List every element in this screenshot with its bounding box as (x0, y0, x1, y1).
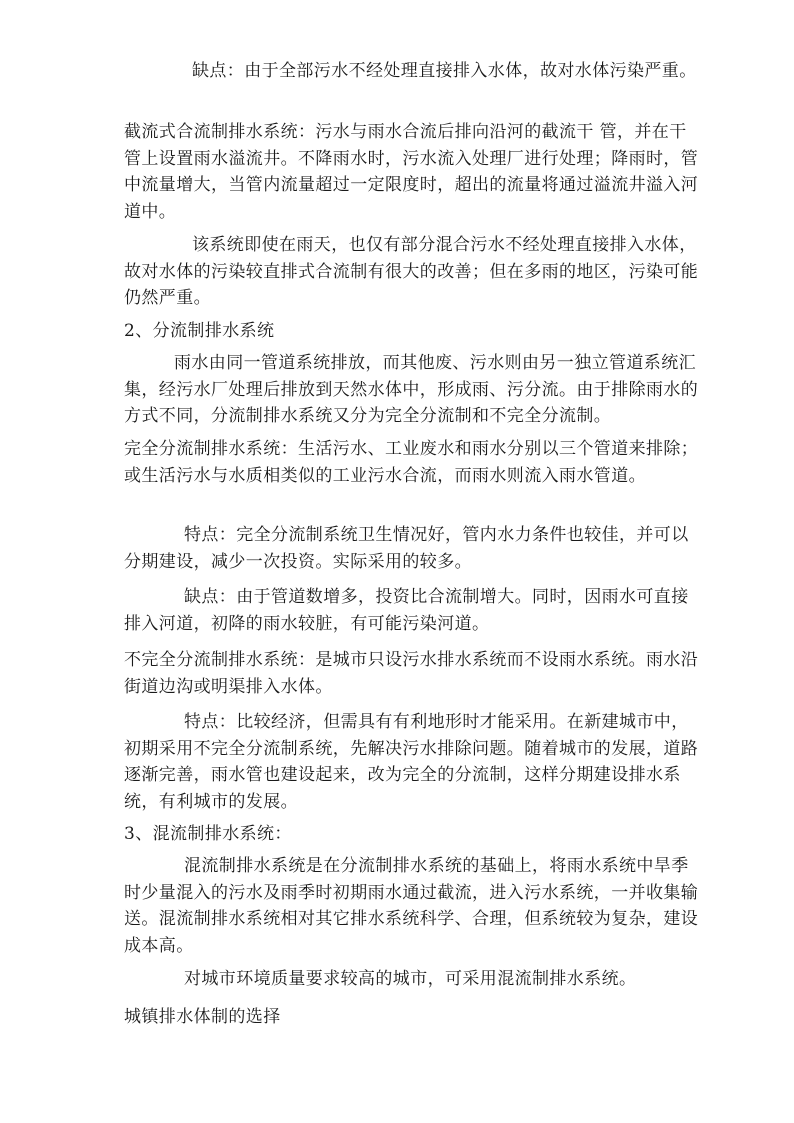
heading-drainage-selection: 城镇排水体制的选择 (124, 1007, 281, 1027)
paragraph-mixed-system: 混流制排水系统是在分流制排水系统的基础上，将雨水系统中旱季时少量混入的污水及雨季时初期雨水通过截流，进入污水系统，一并收集输送。混流制排水系统相对其它排水系统科学、合理，但系统较为复杂，建设成本高。 (124, 856, 699, 956)
paragraph-intercepting-combined: 截流式合流制排水系统：污水与雨水合流后排向沿河的截流干 管，并在干管上设置雨水溢流井。不降雨水时，污水流入处理厂进行处理；降雨时，管中流量增大，当管内流量超过一定限度时，超出的流量将通过溢流井溢入河道中。 (124, 122, 699, 222)
paragraph-complete-separate: 完全分流制排水系统：生活污水、工业废水和雨水分别以三个管道来排除；或生活污水与水质相类似的工业污水合流，而雨水则流入雨水管道。 (124, 439, 699, 486)
paragraph-intercepting-evaluation: 该系统即使在雨天，也仅有部分混合污水不经处理直接排入水体，故对水体的污染较直排式合流制有很大的改善；但在多雨的地区，污染可能仍然严重。 (124, 235, 699, 308)
paragraph-drawback-combined: 缺点：由于全部污水不经处理直接排入水体，故对水体污染严重。 (192, 61, 697, 81)
heading-mixed-system: 3、混流制排水系统： (124, 824, 292, 844)
paragraph-incomplete-separate: 不完全分流制排水系统：是城市只设污水排水系统而不设雨水系统。雨水沿街道边沟或明渠排入水体。 (124, 650, 699, 697)
paragraph-separate-system: 雨水由同一管道系统排放，而其他废、污水则由另一独立管道系统汇集，经污水厂处理后排放到天然水体中，形成雨、污分流。由于排除雨水的方式不同，分流制排水系统又分为完全分流制和不完全分流制。 (124, 353, 699, 426)
paragraph-mixed-system-recommendation: 对城市环境质量要求较高的城市，可采用混流制排水系统。 (184, 969, 637, 989)
paragraph-complete-separate-drawbacks: 缺点：由于管道数增多，投资比合流制增大。同时，因雨水可直接排入河道，初降的雨水较脏，有可能污染河道。 (124, 587, 689, 634)
paragraph-incomplete-separate-features: 特点：比较经济，但需具有有利地形时才能采用。在新建城市中，初期采用不完全分流制系统，先解决污水排除问题。随着城市的发展，道路逐渐完善，雨水管也建设起来，改为完全的分流制，这样分期建设排水系统，有利城市的发展。 (124, 712, 699, 812)
paragraph-complete-separate-features: 特点：完全分流制系统卫生情况好，管内水力条件也较佳，并可以分期建设，减少一次投资。实际采用的较多。 (124, 525, 689, 572)
heading-separate-system: 2、分流制排水系统 (124, 321, 275, 341)
